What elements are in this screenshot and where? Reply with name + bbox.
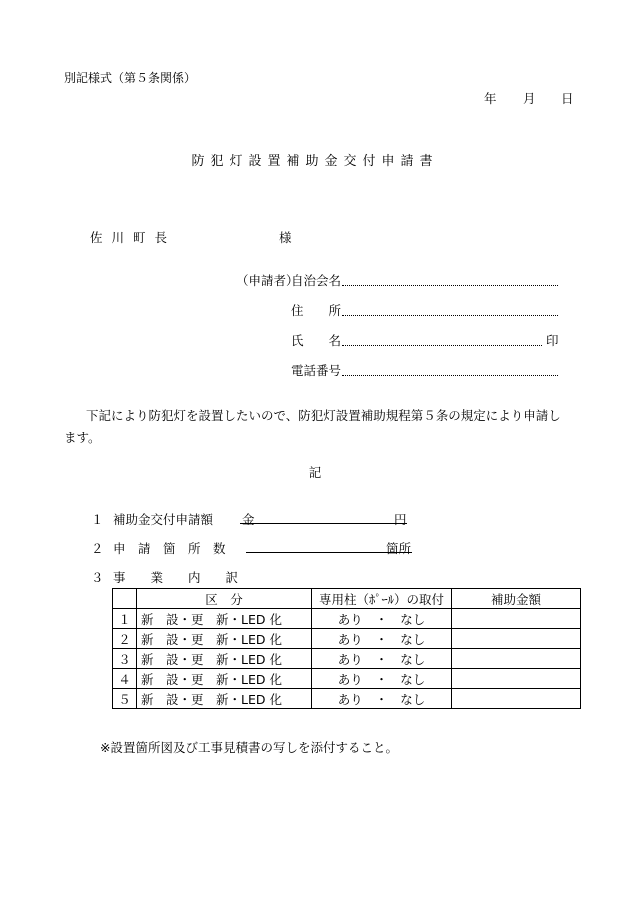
row-pole[interactable]: あり ・ なし bbox=[312, 689, 452, 709]
table-row bbox=[113, 629, 581, 649]
date-year: 年 bbox=[484, 91, 497, 106]
row-category[interactable]: 新 設・更 新・LED 化 bbox=[137, 649, 312, 669]
row-amount[interactable] bbox=[452, 609, 581, 629]
header-num bbox=[113, 589, 137, 609]
amount-prefix: 金 bbox=[242, 512, 255, 527]
field-address-line[interactable] bbox=[342, 315, 558, 316]
field-label-address: 住 所 bbox=[291, 303, 342, 318]
amount-line[interactable] bbox=[240, 523, 407, 524]
row-amount[interactable] bbox=[452, 629, 581, 649]
row-category[interactable]: 新 設・更 新・LED 化 bbox=[137, 609, 312, 629]
field-phone-line[interactable] bbox=[342, 375, 558, 376]
field-association-line[interactable] bbox=[342, 285, 558, 286]
row-pole[interactable]: あり ・ なし bbox=[312, 649, 452, 669]
field-name-line[interactable] bbox=[342, 345, 542, 346]
row-num: ３ bbox=[113, 649, 137, 669]
row-num: ４ bbox=[113, 669, 137, 689]
row-amount[interactable] bbox=[452, 649, 581, 669]
applicant-tag: （申請者） bbox=[236, 273, 299, 288]
table-header-row bbox=[113, 589, 581, 609]
item-number: １ bbox=[91, 512, 104, 527]
table-row bbox=[113, 669, 581, 689]
seal-mark: 印 bbox=[546, 333, 559, 348]
row-num: １ bbox=[113, 609, 137, 629]
row-num: ２ bbox=[113, 629, 137, 649]
item-number: ３ bbox=[91, 570, 104, 585]
addressee-honorific: 様 bbox=[279, 230, 292, 245]
document-title: 防犯灯設置補助金交付申請書 bbox=[191, 154, 439, 169]
row-amount[interactable] bbox=[452, 689, 581, 709]
date-month: 月 bbox=[523, 91, 536, 106]
row-pole[interactable]: あり ・ なし bbox=[312, 669, 452, 689]
row-pole[interactable]: あり ・ なし bbox=[312, 609, 452, 629]
item-label-locations: 申 請 箇 所 数 bbox=[113, 541, 226, 556]
breakdown-table bbox=[112, 588, 581, 709]
table-row bbox=[113, 649, 581, 669]
field-label-phone: 電話番号 bbox=[291, 363, 342, 378]
field-label-association: 自治会名 bbox=[291, 273, 342, 288]
body-text: 下記により防犯灯を設置したいので、防犯灯設置補助規程第５条の規定により申請します。 bbox=[64, 408, 561, 445]
addressee-name: 佐川町長 bbox=[90, 230, 177, 245]
table-row bbox=[113, 609, 581, 629]
amount-suffix: 円 bbox=[394, 512, 407, 527]
header-amount: 補助金額 bbox=[452, 589, 581, 609]
row-category[interactable]: 新 設・更 新・LED 化 bbox=[137, 669, 312, 689]
row-category[interactable]: 新 設・更 新・LED 化 bbox=[137, 629, 312, 649]
attachment-note: ※設置箇所図及び工事見積書の写しを添付すること。 bbox=[100, 740, 398, 755]
locations-suffix: 箇所 bbox=[386, 541, 412, 556]
row-category[interactable]: 新 設・更 新・LED 化 bbox=[137, 689, 312, 709]
item-label-amount: 補助金交付申請額 bbox=[113, 512, 214, 527]
header-category: 区 分 bbox=[137, 589, 312, 609]
row-num: ５ bbox=[113, 689, 137, 709]
form-label: 別記様式（第５条関係） bbox=[64, 71, 197, 85]
item-number: ２ bbox=[91, 541, 104, 556]
header-pole: 専用柱（ﾎﾟｰﾙ）の取付 bbox=[312, 589, 452, 609]
row-amount[interactable] bbox=[452, 669, 581, 689]
date-day: 日 bbox=[561, 91, 574, 106]
row-pole[interactable]: あり ・ なし bbox=[312, 629, 452, 649]
item-label-breakdown: 事 業 内 訳 bbox=[113, 570, 239, 585]
field-label-name: 氏 名 bbox=[291, 333, 342, 348]
table-row bbox=[113, 689, 581, 709]
ki-heading: 記 bbox=[308, 465, 322, 480]
